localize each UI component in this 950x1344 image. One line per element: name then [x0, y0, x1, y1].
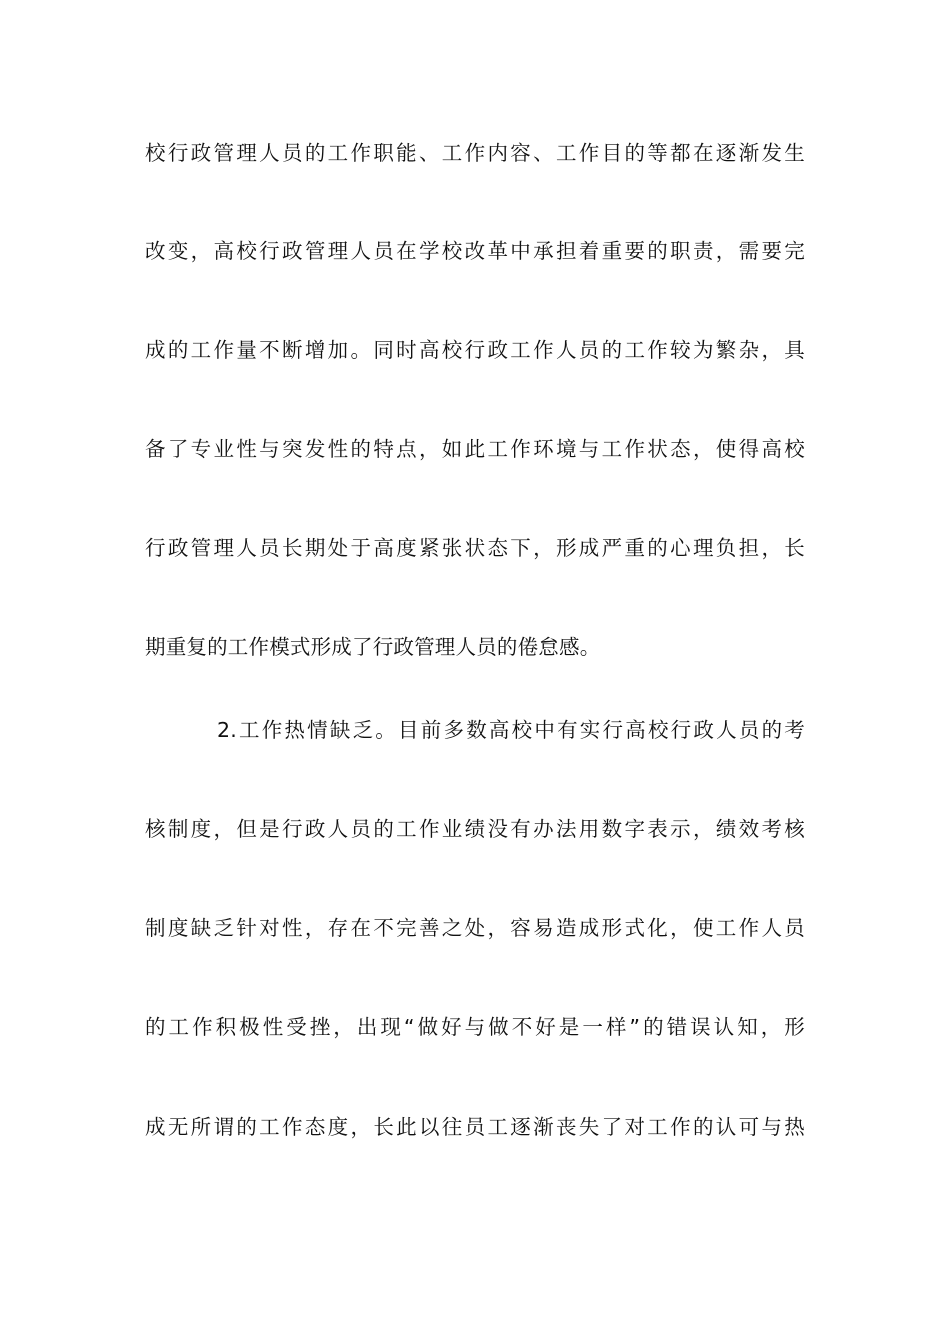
text-line-3: 成的工作量不断增加。同时高校行政工作人员的工作较为繁杂，具 — [145, 338, 805, 362]
text-line-7: 2.工作热情缺乏。目前多数高校中有实行高校行政人员的考 — [217, 718, 805, 742]
text-line-8: 核制度，但是行政人员的工作业绩没有办法用数字表示，绩效考核 — [145, 817, 805, 841]
text-line-2: 改变，高校行政管理人员在学校改革中承担着重要的职责，需要完 — [145, 239, 805, 263]
text-line-11: 成无所谓的工作态度，长此以往员工逐渐丧失了对工作的认可与热 — [145, 1115, 805, 1139]
text-line-6: 期重复的工作模式形成了行政管理人员的倦怠感。 — [145, 635, 601, 659]
text-line-10: 的工作积极性受挫，出现“做好与做不好是一样”的错误认知，形 — [145, 1015, 805, 1039]
text-line-5: 行政管理人员长期处于高度紧张状态下，形成严重的心理负担，长 — [145, 536, 805, 560]
text-line-4: 备了专业性与突发性的特点，如此工作环境与工作状态，使得高校 — [145, 437, 805, 461]
text-line-1: 校行政管理人员的工作职能、工作内容、工作目的等都在逐渐发生 — [145, 141, 805, 165]
text-line-9: 制度缺乏针对性，存在不完善之处，容易造成形式化，使工作人员 — [145, 916, 805, 940]
